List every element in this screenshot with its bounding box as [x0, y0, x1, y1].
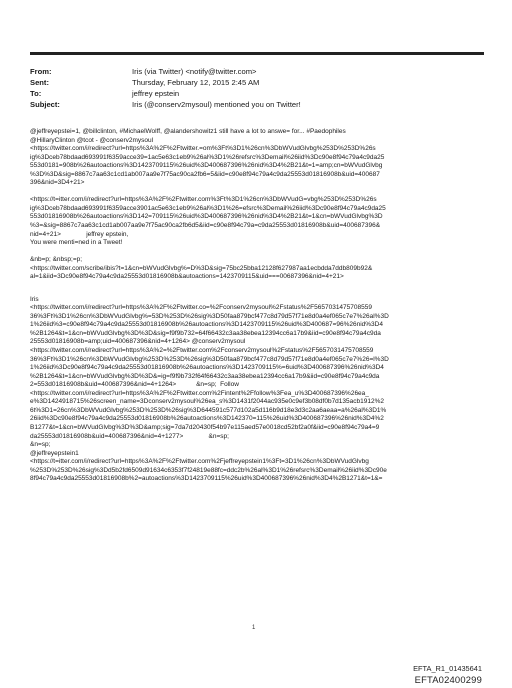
- body-line: %2B1264&t=1&cn=bWVudGlvbg%3D%3D&=ig=f9f9b732f64f66432c3aa38ebea12394cc6a17b9&iid=c90e8f94c79a4c9da: [30, 372, 380, 380]
- bates-number-large: EFTA02400299: [414, 674, 482, 685]
- bates-number-small: EFTA_R1_01435641: [413, 664, 482, 673]
- subject-row: [30, 99, 484, 110]
- body-line: 553d0181=908b%26autoactions%3D1423709115%26uid%3D400687396%26nid%3D4%2B21&t=1=amp;cn=bWVudGlvbg: [30, 162, 383, 170]
- body-line: 2=553d01816908b&uid=400687396&nid=4+1264> &n=sp; Follow: [30, 381, 239, 389]
- page-number: 1: [252, 625, 256, 631]
- subject-label: Subject:: [30, 100, 60, 109]
- body-line: <https://twitter.com/i/redirect?url=https%3A%2=%2Ftwitter.com%2Fconserv2mysoul%2Fstatus%2F5657031475708559: [30, 347, 374, 355]
- subject-value: Iris (@conserv2mysoul) mentioned you on Twitter!: [132, 100, 301, 109]
- body-line: 8f94c79a4c9da25553d01816908b%2=autoactions%3D1423709115%26uid%3D400687396%26nid%3D4%2B1271&t=1&=: [30, 475, 383, 483]
- body-line: You were menti=ned in a Tweet!: [30, 239, 123, 247]
- body-line: 25553d01816908b=amp;uid=400687396&nid=4+1264> @conserv2mysoul: [30, 338, 246, 346]
- body-line: &nb=p; &nbsp;=p;: [30, 256, 83, 264]
- body-line: 553d01816908b%26autoactions%3D142=709115%26uid%3D400687396%26nid%3D4%2B21&t=1&cn=bWVudGlvbg%3D: [30, 213, 383, 221]
- body-paragraph: [30, 196, 484, 247]
- body-line: 1%26iid%3Dc90e8f94c79a4c9da25553d01816908b%26autoactions%3D1423709115%=6uid%3D400687396%26nid%3D4: [30, 364, 384, 372]
- body-line: <https://twitter.com/i/redirect?url=https%3A%2F%2Ftwitter.=om%3Ft%3D1%26cn%3DbWVudGlvbg%253D%253D%26s: [30, 145, 376, 153]
- body-paragraph: [30, 256, 484, 282]
- body-line: al=1&iid=3Dc90e8f94c79a4c9da25553d01816908b&autoactions=1423709115&uid===00687396&nid=4+21>: [30, 273, 344, 281]
- to-label: To:: [30, 89, 42, 98]
- body-paragraph: [30, 128, 484, 188]
- to-row: [30, 88, 484, 99]
- email-body: [30, 128, 484, 492]
- body-line: @jeffreyepstein1: [30, 449, 79, 457]
- body-paragraph: [30, 296, 484, 484]
- body-line: 1%26iid%3=c90e8f94c79a4c9da25553d01816908b%26autoactions%3D1423709115%26uid%3D400687=96%26nid%3D4: [30, 321, 383, 329]
- sent-value: Thursday, February 12, 2015 2:45 AM: [132, 78, 260, 87]
- body-line: <https://twitter.com/i/redirect?url=https%3A%2F%2Ftwitter.com%2Fintent%2Ffollow%3Fea_u%3D400687396%26ea_: [30, 389, 369, 397]
- body-line: 26iid%3Dc90e8f94c79a4c9da25553d01816908b%26autoactions%3D142370=115%26uid%3D400687396%26nid%3D4%2: [30, 415, 384, 423]
- body-line: @HillaryClinton @tcot - @conserv2mysoul: [30, 136, 154, 144]
- body-line: 396&nid=3D4+21>: [30, 179, 85, 187]
- body-line: %253D%253D%26sig%3Dd5b2fd6509d91634c6353f7f24819e88fc=ddc2b%26al%3D1%26refsrc%3Demail%26iid%3Dc90e: [30, 466, 387, 474]
- body-line: 36%3Ft%3D1%26cn%3DbWVudGlvbg%=53D%253D%26sig%3D50faa879bcf477c8d79d57f71e8d0a4ef065c7e7%26al%3D: [30, 312, 389, 320]
- from-label: From:: [30, 67, 52, 76]
- body-line: %2B1264&t=1&cn=bWVudGlvbg%3D%3D&sig=f9f9b732=64f66432c3aa38ebea12394cc6a17b9&iid=c90e8f94c79a4c9da: [30, 329, 381, 337]
- body-line: <https://twitter.com/i/redirect?url=https%3A%2F%2Ftwitter.co=%2Fconserv2mysoul%2Fstatus%2F5657031475708559: [30, 304, 372, 312]
- body-line: da25553d01816908b&uid=400687396&nid=4+1277> &n=sp;: [30, 432, 229, 440]
- body-line: @jeffreyepstei=1, @billclinton, #MichaelWolff, @alandershowitz1 still have a lot to answe= for... #Paedophiles: [30, 128, 346, 135]
- body-line: &n=sp;: [30, 441, 51, 449]
- body-line: B1277&t=1&cn=bWVudGlvbg%3D%3D&amp;sig=7da7d20430f54b97e115aed57e0018cd52bf2a0f&iid=c90e8f94c79a4=9: [30, 423, 380, 431]
- body-line: ig%3Dceb78bdaad693991f6359acce39=1ac5e63c1eb9%26al%3D1%26refsrc%3Demail%26iid%3Dc90e8f94c79a4c9da25: [30, 153, 385, 161]
- from-row: [30, 66, 484, 77]
- sent-row: [30, 77, 484, 88]
- header-rule: [30, 52, 484, 55]
- body-line: nid=4+21> jeffrey epstein,: [30, 230, 129, 238]
- body-line: 6t%3D1=26cn%3DbWVudGlvbg%253D%253D%26sig%3D644591c577d102a5d116b9d18e3d3c2aa6aeaa=a%26al%3D1%: [30, 406, 387, 414]
- sent-label: Sent:: [30, 78, 49, 87]
- body-line: <https://twitter.com/scribe/ibis?t=1&cn=bWVudGlvbg%=D%3D&sig=75bc25bba12128f627987aa1ecbdda7ddb809b92&: [30, 264, 373, 272]
- body-line: <https://t=itter.com/i/redirect?url=https%3A%2F%2Ftwitter.com%2Fjeffreyepstein1%3Ft=3D1%26cn%3DbWVudGlvbg: [30, 458, 369, 466]
- body-line: %3=&sig=8867c7aa63c1cd1ab007aa9e7f75ac90ca2fb6d5&iid=c90e8f94c79a=c9da25553d01816908b&uid=400687396&: [30, 221, 381, 229]
- to-value: jeffrey epstein: [132, 89, 180, 98]
- email-header: [30, 66, 484, 110]
- body-line: e%3D1424918715%26screen_name=3Dconserv2mysoul%26ea_s%3D1431f2044ac935e0c9ef3b08df0b7d135acb1912%2: [30, 398, 384, 406]
- body-line: ig%3Dceb78bdaad693991f6359acce3901ac5e63c1eb9%26al%3D1%26=efsrc%3Demail%26iid%3Dc90e8f94c79a4c9da25: [30, 204, 386, 212]
- from-value: Iris (via Twitter) <notify@twitter.com>: [132, 67, 257, 76]
- body-line: Iris: [30, 295, 39, 303]
- body-line: 36%3Ft%3D1%26cn%3DbWVudGlvbg%253D%253D%26sig%3D50faa879bcf477c8d79d57f71e8d0a4ef065c7e7%26=l%3D: [30, 355, 389, 363]
- body-line: <https://t=itter.com/i/redirect?url=https%3A%2F%2Ftwitter.com%3Ft%3D1%26cn%3DbWVudG=vbg%253D%253D%26s: [30, 196, 377, 204]
- body-line: %3D%3D&sig=8867c7aa63c1cd1ab007aa9e7f75ac90ca2fb6=5&iid=c90e8f94c79a4c9da25553d01816908b&uid=400687: [30, 170, 380, 178]
